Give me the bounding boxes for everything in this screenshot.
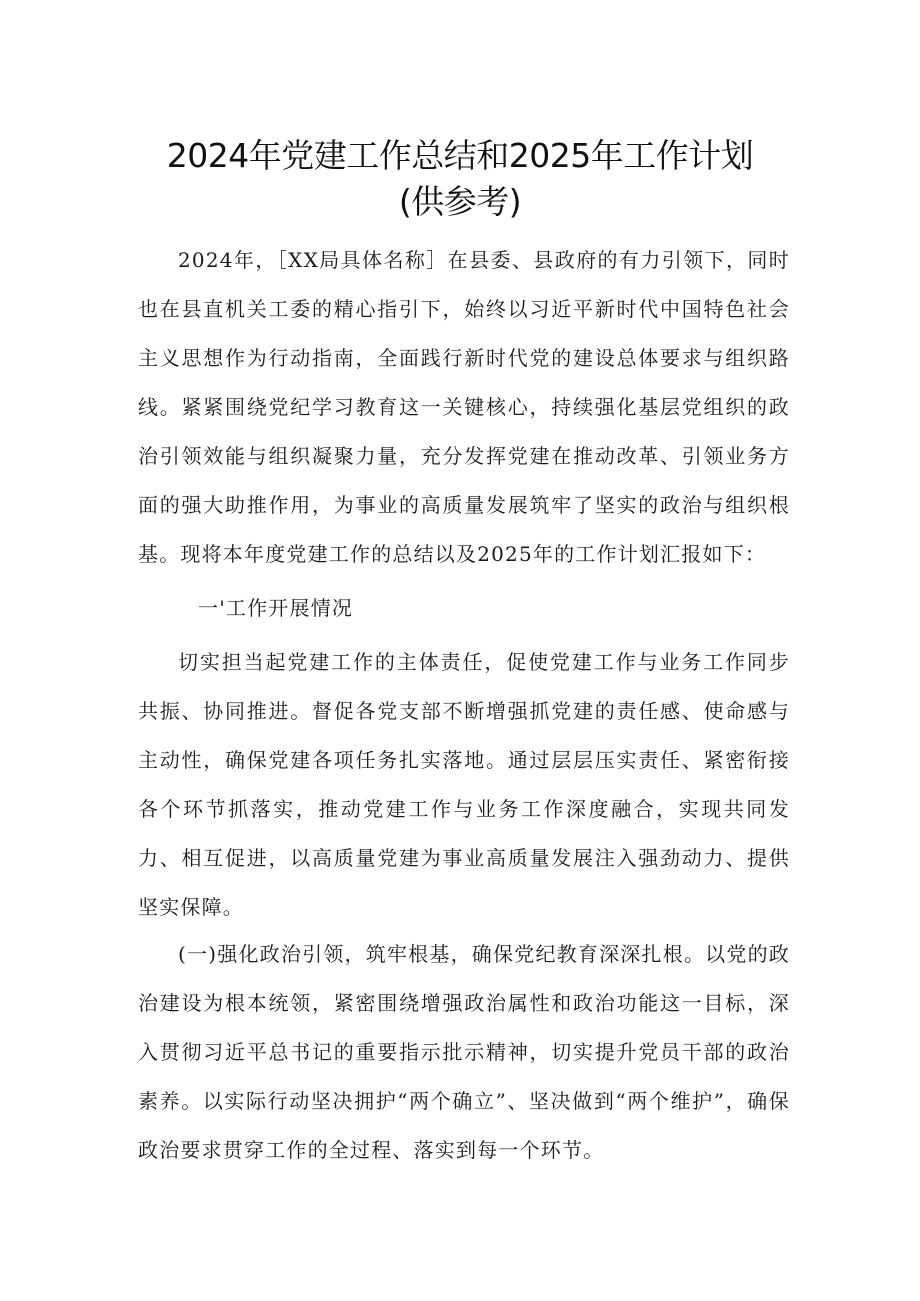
- document-title: 2024年党建工作总结和2025年工作计划: [166, 136, 754, 175]
- subsection-paragraph: (一)强化政治引领，筑牢根基，确保党纪教育深深扎根。以党的政治建设为根本统领，紧密围绕增强政治属性和政治功能这一目标，深入贯彻习近平总书记的重要指示批示精神，切实提升党员干部的政治素养。以实际行动坚决拥护“两个确立”、坚决做到“两个维护”，确保政治要求贯穿工作的全过程、落实到每一个环节。: [138, 942, 790, 1162]
- document-subtitle: (供参考): [398, 182, 522, 221]
- section-heading: 一'工作开展情况: [198, 596, 354, 620]
- section-body-paragraph: 切实担当起党建工作的主体责任，促使党建工作与业务工作同步共振、协同推进。督促各党支部不断增强抓党建的责任感、使命感与主动性，确保党建各项任务扎实落地。通过层层压实责任、紧密衔接各个环节抓落实，推动党建工作与业务工作深度融合，实现共同发力、相互促进，以高质量党建为事业高质量发展注入强劲动力、提供坚实保障。: [138, 650, 790, 919]
- intro-paragraph: 2024年，［XX局具体名称］在县委、县政府的有力引领下，同时也在县直机关工委的精心指引下，始终以习近平新时代中国特色社会主义思想作为行动指南，全面践行新时代党的建设总体要求与组织路线。紧紧围绕党纪学习教育这一关键核心，持续强化基层党组织的政治引领效能与组织凝聚力量，充分发挥党建在推动改革、引领业务方面的强大助推作用，为事业的高质量发展筑牢了坚实的政治与组织根基。现将本年度党建工作的总结以及2025年的工作计划汇报如下：: [138, 248, 790, 566]
